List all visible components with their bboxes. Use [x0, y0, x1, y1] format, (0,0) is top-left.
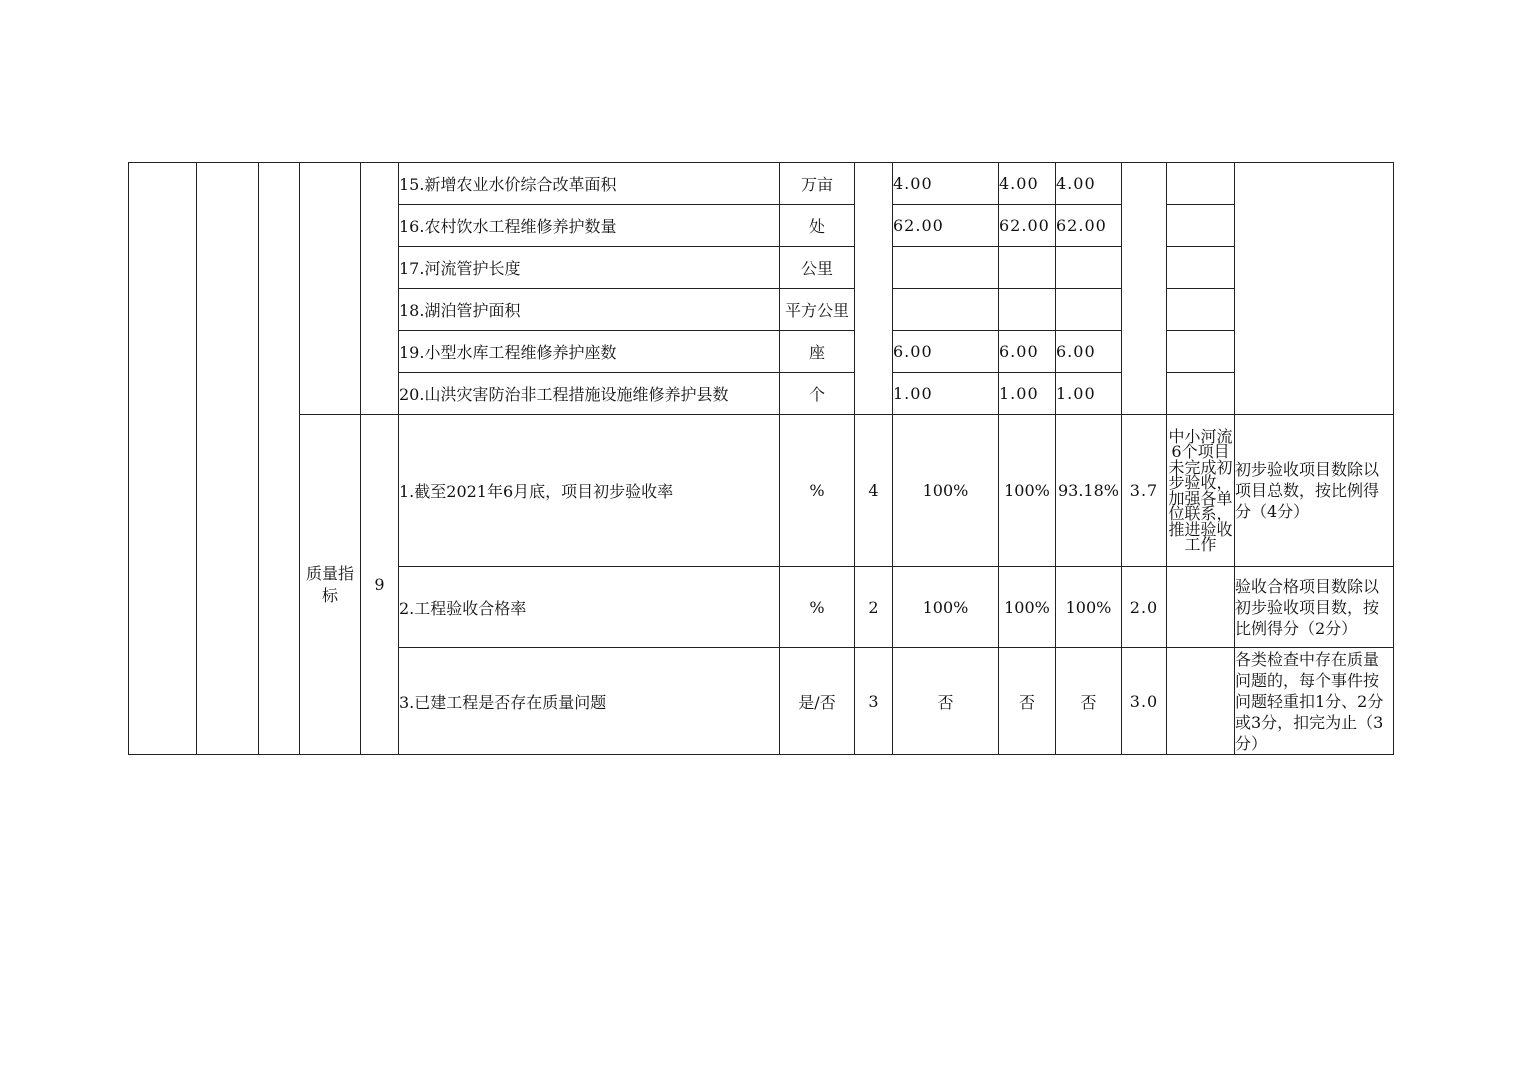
target-value [893, 289, 999, 331]
score-weight: 2 [855, 567, 893, 648]
plan-value: 62.00 [999, 205, 1056, 247]
indicator-name: 16.农村饮水工程维修养护数量 [399, 205, 780, 247]
indicator-name: 2.工程验收合格率 [399, 567, 780, 648]
deviation-reason: 中小河流6个项目未完成初步验收，加强各单位联系，推进验收工作 [1167, 415, 1235, 567]
scoring-criteria: 初步验收项目数除以项目总数，按比例得分（4分） [1235, 415, 1394, 567]
table-row [129, 415, 1394, 567]
actual-value: 1.00 [1056, 373, 1122, 415]
indicator-name: 17.河流管护长度 [399, 247, 780, 289]
plan-value: 100% [999, 567, 1056, 648]
plan-value: 否 [999, 648, 1056, 755]
indicator-unit: 个 [780, 373, 855, 415]
reason-cell [1167, 247, 1235, 289]
scoring-criteria: 各类检查中存在质量问题的，每个事件按问题轻重扣1分、2分或3分，扣完为止（3分） [1235, 648, 1394, 755]
indicator-unit: 万亩 [780, 163, 855, 205]
reason-cell [1167, 373, 1235, 415]
table-row [129, 163, 1394, 205]
quality-category: 质量指标 [300, 415, 361, 755]
actual-value [1056, 289, 1122, 331]
actual-value: 100% [1056, 567, 1122, 648]
quality-weight: 9 [361, 415, 399, 755]
target-value: 6.00 [893, 331, 999, 373]
criteria-cell [1235, 163, 1394, 415]
weight-cell [361, 163, 399, 415]
actual-value: 6.00 [1056, 331, 1122, 373]
target-value: 100% [893, 567, 999, 648]
target-value: 100% [893, 415, 999, 567]
plan-value [999, 289, 1056, 331]
indicator-name: 19.小型水库工程维修养护座数 [399, 331, 780, 373]
target-value: 1.00 [893, 373, 999, 415]
score-weight-cell [855, 163, 893, 415]
indicator-name: 20.山洪灾害防治非工程措施设施维修养护县数 [399, 373, 780, 415]
target-value: 4.00 [893, 163, 999, 205]
indicator-name: 3.已建工程是否存在质量问题 [399, 648, 780, 755]
target-value [893, 247, 999, 289]
level2-cell [197, 163, 259, 755]
reason-cell [1167, 331, 1235, 373]
deviation-reason [1167, 567, 1235, 648]
plan-value: 4.00 [999, 163, 1056, 205]
plan-value: 6.00 [999, 331, 1056, 373]
score-weight: 4 [855, 415, 893, 567]
actual-value: 4.00 [1056, 163, 1122, 205]
plan-value [999, 247, 1056, 289]
indicator-name: 15.新增农业水价综合改革面积 [399, 163, 780, 205]
actual-value [1056, 247, 1122, 289]
target-value: 62.00 [893, 205, 999, 247]
indicator-unit: 公里 [780, 247, 855, 289]
indicator-unit: 平方公里 [780, 289, 855, 331]
plan-value: 1.00 [999, 373, 1056, 415]
indicator-name: 1.截至2021年6月底，项目初步验收率 [399, 415, 780, 567]
level3-cell [259, 163, 300, 755]
deviation-reason [1167, 648, 1235, 755]
actual-value: 93.18% [1056, 415, 1122, 567]
indicator-name: 18.湖泊管护面积 [399, 289, 780, 331]
actual-value: 否 [1056, 648, 1122, 755]
indicator-unit: % [780, 567, 855, 648]
actual-value: 62.00 [1056, 205, 1122, 247]
scoring-criteria: 验收合格项目数除以初步验收项目数，按比例得分（2分） [1235, 567, 1394, 648]
score-weight: 3 [855, 648, 893, 755]
score-value: 3.7 [1122, 415, 1167, 567]
performance-indicator-table [128, 162, 1394, 755]
plan-value: 100% [999, 415, 1056, 567]
category-cell [300, 163, 361, 415]
indicator-unit: % [780, 415, 855, 567]
level1-cell [129, 163, 197, 755]
reason-cell [1167, 205, 1235, 247]
score-value: 3.0 [1122, 648, 1167, 755]
indicator-unit: 是/否 [780, 648, 855, 755]
indicator-unit: 座 [780, 331, 855, 373]
indicator-unit: 处 [780, 205, 855, 247]
target-value: 否 [893, 648, 999, 755]
reason-cell [1167, 289, 1235, 331]
score-cell [1122, 163, 1167, 415]
score-value: 2.0 [1122, 567, 1167, 648]
reason-cell [1167, 163, 1235, 205]
